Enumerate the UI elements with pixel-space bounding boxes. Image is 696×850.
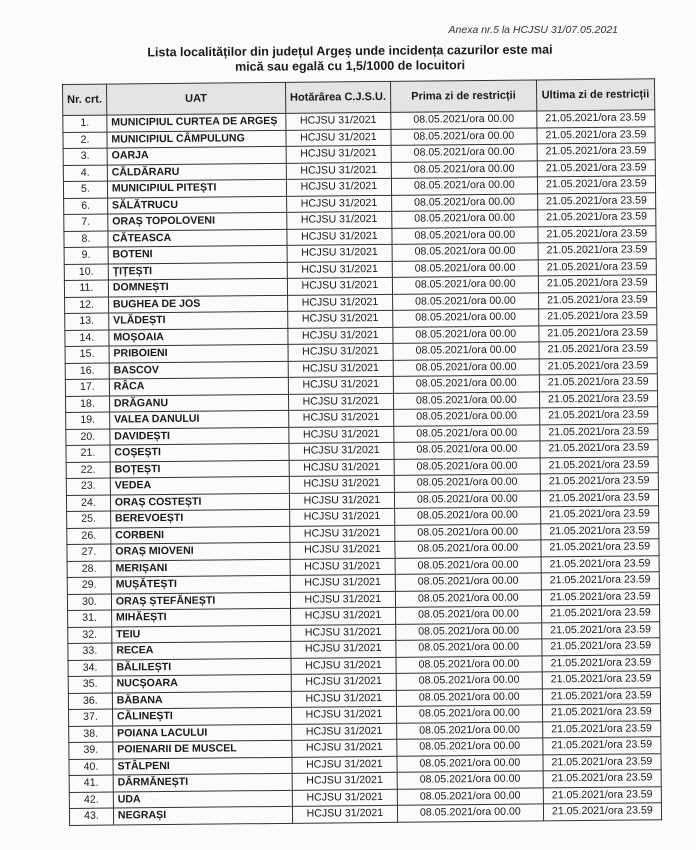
cell-hotararea: HCJSU 31/2021 [290,525,395,543]
cell-uat: VLĂDEȘTI [109,311,288,329]
cell-prima-zi: 08.05.2021/ora 00.00 [393,342,539,360]
cell-nr: 28. [67,561,111,578]
cell-ultima-zi: 21.05.2021/ora 23.59 [540,456,658,474]
cell-prima-zi: 08.05.2021/ora 00.00 [396,655,542,673]
cell-nr: 3. [63,148,107,165]
cell-uat: MUȘĂTEȘTI [111,575,290,593]
cell-nr: 26. [67,528,111,545]
cell-nr: 13. [65,313,109,330]
cell-prima-zi: 08.05.2021/ora 00.00 [392,259,538,277]
cell-prima-zi: 08.05.2021/ora 00.00 [396,639,542,657]
cell-prima-zi: 08.05.2021/ora 00.00 [396,622,542,640]
cell-nr: 21. [66,445,110,462]
cell-ultima-zi: 21.05.2021/ora 23.59 [541,605,659,623]
cell-hotararea: HCJSU 31/2021 [287,228,392,246]
cell-ultima-zi: 21.05.2021/ora 23.59 [541,588,659,606]
cell-hotararea: HCJSU 31/2021 [290,607,395,625]
cell-hotararea: HCJSU 31/2021 [290,541,395,559]
cell-ultima-zi: 21.05.2021/ora 23.59 [537,159,655,177]
cell-nr: 32. [68,627,112,644]
header-uat: UAT [106,82,285,115]
cell-prima-zi: 08.05.2021/ora 00.00 [393,309,539,327]
cell-nr: 1. [63,115,107,132]
cell-nr: 7. [64,214,108,231]
cell-ultima-zi: 21.05.2021/ora 23.59 [539,390,657,408]
cell-nr: 23. [66,478,110,495]
cell-uat: MUNICIPIUL PITEȘTI [107,179,286,197]
cell-nr: 5. [63,181,107,198]
cell-nr: 24. [66,495,110,512]
cell-nr: 38. [69,726,113,743]
cell-hotararea: HCJSU 31/2021 [288,360,393,378]
cell-hotararea: HCJSU 31/2021 [286,112,391,130]
cell-prima-zi: 08.05.2021/ora 00.00 [396,672,542,690]
cell-uat: BEREVOEȘTI [110,509,289,527]
cell-prima-zi: 08.05.2021/ora 00.00 [391,177,537,195]
cell-hotararea: HCJSU 31/2021 [287,244,392,262]
cell-hotararea: HCJSU 31/2021 [292,789,397,807]
cell-uat: POIENARII DE MUSCEL [113,740,292,758]
cell-uat: BĂLILEȘTI [112,658,291,676]
cell-prima-zi: 08.05.2021/ora 00.00 [392,276,538,294]
cell-prima-zi: 08.05.2021/ora 00.00 [392,226,538,244]
cell-uat: DRĂGANU [109,394,288,412]
cell-uat: POIANA LACULUI [113,724,292,742]
table-body [63,110,662,825]
cell-hotararea: HCJSU 31/2021 [289,409,394,427]
cell-hotararea: HCJSU 31/2021 [288,393,393,411]
cell-prima-zi: 08.05.2021/ora 00.00 [391,127,537,145]
title-line-2: mică sau egală cu 1,5/1000 de locuitori [235,58,466,74]
cell-hotararea: HCJSU 31/2021 [287,261,392,279]
cell-prima-zi: 08.05.2021/ora 00.00 [397,804,543,822]
cell-prima-zi: 08.05.2021/ora 00.00 [396,688,542,706]
cell-nr: 19. [66,412,110,429]
cell-prima-zi: 08.05.2021/ora 00.00 [391,111,537,129]
cell-nr: 14. [65,330,109,347]
cell-prima-zi: 08.05.2021/ora 00.00 [394,424,540,442]
cell-hotararea: HCJSU 31/2021 [286,195,391,213]
localities-table [62,78,662,825]
cell-nr: 6. [64,198,108,215]
cell-ultima-zi: 21.05.2021/ora 23.59 [541,539,659,557]
cell-nr: 41. [69,775,113,792]
header-hotararea: Hotărârea C.J.S.U. [285,81,390,113]
cell-hotararea: HCJSU 31/2021 [289,492,394,510]
cell-uat: BOȚEȘTI [110,460,289,478]
cell-uat: MERIȘANI [111,559,290,577]
cell-hotararea: HCJSU 31/2021 [286,129,391,147]
cell-prima-zi: 08.05.2021/ora 00.00 [395,606,541,624]
cell-prima-zi: 08.05.2021/ora 00.00 [392,210,538,228]
cell-prima-zi: 08.05.2021/ora 00.00 [397,738,543,756]
cell-prima-zi: 08.05.2021/ora 00.00 [395,589,541,607]
cell-uat: ORAȘ MIOVENI [111,542,290,560]
cell-nr: 2. [63,132,107,149]
cell-prima-zi: 08.05.2021/ora 00.00 [394,490,540,508]
cell-nr: 8. [64,231,108,248]
cell-prima-zi: 08.05.2021/ora 00.00 [397,754,543,772]
cell-uat: ORAȘ ȘTEFĂNEȘTI [111,592,290,610]
cell-ultima-zi: 21.05.2021/ora 23.59 [542,621,660,639]
localities-table-wrapper [62,78,662,825]
cell-ultima-zi: 21.05.2021/ora 23.59 [543,737,661,755]
cell-hotararea: HCJSU 31/2021 [292,723,397,741]
cell-uat: TEIU [112,625,291,643]
cell-hotararea: HCJSU 31/2021 [289,475,394,493]
cell-hotararea: HCJSU 31/2021 [291,673,396,691]
cell-ultima-zi: 21.05.2021/ora 23.59 [539,407,657,425]
cell-hotararea: HCJSU 31/2021 [291,640,396,658]
cell-prima-zi: 08.05.2021/ora 00.00 [392,243,538,261]
cell-ultima-zi: 21.05.2021/ora 23.59 [539,374,657,392]
cell-nr: 20. [66,429,110,446]
title-line-1: Lista localităților din județul Argeș unde incidența cazurilor este mai [147,42,553,60]
cell-ultima-zi: 21.05.2021/ora 23.59 [540,423,658,441]
cell-ultima-zi: 21.05.2021/ora 23.59 [543,786,661,804]
cell-ultima-zi: 21.05.2021/ora 23.59 [538,275,656,293]
document-title [100,42,600,75]
cell-hotararea: HCJSU 31/2021 [289,442,394,460]
cell-hotararea: HCJSU 31/2021 [291,690,396,708]
cell-ultima-zi: 21.05.2021/ora 23.59 [537,110,655,128]
cell-ultima-zi: 21.05.2021/ora 23.59 [538,258,656,276]
cell-ultima-zi: 21.05.2021/ora 23.59 [540,489,658,507]
cell-ultima-zi: 21.05.2021/ora 23.59 [543,770,661,788]
cell-prima-zi: 08.05.2021/ora 00.00 [392,292,538,310]
cell-hotararea: HCJSU 31/2021 [290,574,395,592]
cell-prima-zi: 08.05.2021/ora 00.00 [395,573,541,591]
cell-ultima-zi: 21.05.2021/ora 23.59 [537,192,655,210]
cell-uat: SĂLĂTRUCU [107,196,286,214]
cell-nr: 43. [69,808,113,825]
cell-ultima-zi: 21.05.2021/ora 23.59 [539,357,657,375]
cell-nr: 40. [69,759,113,776]
annex-reference: Anexa nr.5 la HCJSU 31/07.05.2021 [448,24,618,36]
cell-hotararea: HCJSU 31/2021 [286,145,391,163]
cell-uat: NUCȘOARA [112,674,291,692]
cell-uat: BUGHEA DE JOS [108,295,287,313]
cell-uat: CĂTEASCA [108,229,287,247]
cell-ultima-zi: 21.05.2021/ora 23.59 [538,242,656,260]
cell-hotararea: HCJSU 31/2021 [287,294,392,312]
cell-ultima-zi: 21.05.2021/ora 23.59 [543,753,661,771]
cell-hotararea: HCJSU 31/2021 [287,211,392,229]
cell-uat: ORAȘ COSTEȘTI [110,493,289,511]
cell-uat: BASCOV [109,361,288,379]
cell-uat: BOTENI [108,245,287,263]
cell-hotararea: HCJSU 31/2021 [291,624,396,642]
cell-nr: 10. [64,264,108,281]
cell-uat: CĂLINEȘTI [112,707,291,725]
cell-uat: ORAȘ TOPOLOVENI [108,212,287,230]
cell-hotararea: HCJSU 31/2021 [291,706,396,724]
cell-hotararea: HCJSU 31/2021 [290,591,395,609]
cell-nr: 22. [66,462,110,479]
cell-nr: 9. [64,247,108,264]
cell-prima-zi: 08.05.2021/ora 00.00 [394,441,540,459]
cell-uat: RÂCA [109,377,288,395]
cell-uat: MOȘOAIA [109,328,288,346]
cell-nr: 42. [69,792,113,809]
cell-uat: DOMNEȘTI [108,278,287,296]
cell-hotararea: HCJSU 31/2021 [292,772,397,790]
cell-prima-zi: 08.05.2021/ora 00.00 [391,160,537,178]
header-prima-zi: Prima zi de restricții [390,80,536,112]
cell-nr: 15. [65,346,109,363]
cell-hotararea: HCJSU 31/2021 [288,343,393,361]
cell-prima-zi: 08.05.2021/ora 00.00 [394,507,540,525]
cell-hotararea: HCJSU 31/2021 [288,310,393,328]
cell-ultima-zi: 21.05.2021/ora 23.59 [542,638,660,656]
cell-nr: 39. [69,742,113,759]
cell-ultima-zi: 21.05.2021/ora 23.59 [542,687,660,705]
cell-ultima-zi: 21.05.2021/ora 23.59 [540,473,658,491]
cell-uat: NEGRAȘI [113,806,292,824]
cell-uat: PRIBOIENI [109,344,288,362]
cell-prima-zi: 08.05.2021/ora 00.00 [393,375,539,393]
cell-nr: 4. [63,165,107,182]
cell-prima-zi: 08.05.2021/ora 00.00 [393,391,539,409]
cell-ultima-zi: 21.05.2021/ora 23.59 [538,209,656,227]
cell-nr: 11. [64,280,108,297]
cell-nr: 35. [68,676,112,693]
cell-prima-zi: 08.05.2021/ora 00.00 [394,474,540,492]
cell-ultima-zi: 21.05.2021/ora 23.59 [539,324,657,342]
cell-ultima-zi: 21.05.2021/ora 23.59 [541,555,659,573]
cell-hotararea: HCJSU 31/2021 [292,805,397,823]
cell-hotararea: HCJSU 31/2021 [291,657,396,675]
cell-prima-zi: 08.05.2021/ora 00.00 [397,787,543,805]
cell-ultima-zi: 21.05.2021/ora 23.59 [542,720,660,738]
cell-uat: VALEA DANULUI [110,410,289,428]
cell-hotararea: HCJSU 31/2021 [288,376,393,394]
cell-prima-zi: 08.05.2021/ora 00.00 [393,408,539,426]
cell-ultima-zi: 21.05.2021/ora 23.59 [540,440,658,458]
cell-uat: MUNICIPIUL CURTEA DE ARGEȘ [107,113,286,131]
cell-ultima-zi: 21.05.2021/ora 23.59 [542,654,660,672]
cell-nr: 16. [65,363,109,380]
cell-prima-zi: 08.05.2021/ora 00.00 [395,523,541,541]
cell-hotararea: HCJSU 31/2021 [286,178,391,196]
cell-hotararea: HCJSU 31/2021 [292,756,397,774]
cell-prima-zi: 08.05.2021/ora 00.00 [395,556,541,574]
cell-uat: RECEA [112,641,291,659]
cell-prima-zi: 08.05.2021/ora 00.00 [393,325,539,343]
cell-ultima-zi: 21.05.2021/ora 23.59 [540,506,658,524]
cell-uat: STÂLPENI [113,757,292,775]
cell-ultima-zi: 21.05.2021/ora 23.59 [542,671,660,689]
cell-hotararea: HCJSU 31/2021 [289,426,394,444]
cell-hotararea: HCJSU 31/2021 [290,558,395,576]
cell-nr: 37. [69,709,113,726]
cell-uat: MUNICIPIUL CÂMPULUNG [107,130,286,148]
cell-uat: CĂLDĂRARU [107,163,286,181]
cell-ultima-zi: 21.05.2021/ora 23.59 [539,308,657,326]
cell-nr: 31. [68,610,112,627]
cell-hotararea: HCJSU 31/2021 [287,277,392,295]
cell-uat: MIHĂEȘTI [111,608,290,626]
cell-prima-zi: 08.05.2021/ora 00.00 [391,144,537,162]
cell-prima-zi: 08.05.2021/ora 00.00 [395,540,541,558]
cell-ultima-zi: 21.05.2021/ora 23.59 [537,176,655,194]
cell-nr: 27. [67,544,111,561]
cell-hotararea: HCJSU 31/2021 [292,739,397,757]
cell-nr: 25. [67,511,111,528]
cell-uat: DÂRMĂNEȘTI [113,773,292,791]
cell-prima-zi: 08.05.2021/ora 00.00 [394,457,540,475]
cell-nr: 29. [67,577,111,594]
cell-uat: ȚIȚEȘTI [108,262,287,280]
cell-uat: BĂBANA [112,691,291,709]
cell-hotararea: HCJSU 31/2021 [288,327,393,345]
cell-uat: VEDEA [110,476,289,494]
cell-ultima-zi: 21.05.2021/ora 23.59 [541,572,659,590]
cell-ultima-zi: 21.05.2021/ora 23.59 [542,704,660,722]
cell-ultima-zi: 21.05.2021/ora 23.59 [537,143,655,161]
cell-uat: UDA [113,790,292,808]
cell-nr: 17. [65,379,109,396]
header-nr: Nr. crt. [63,84,107,115]
cell-hotararea: HCJSU 31/2021 [289,459,394,477]
cell-hotararea: HCJSU 31/2021 [286,162,391,180]
cell-prima-zi: 08.05.2021/ora 00.00 [391,193,537,211]
cell-uat: COȘEȘTI [110,443,289,461]
cell-ultima-zi: 21.05.2021/ora 23.59 [538,225,656,243]
cell-nr: 36. [68,693,112,710]
cell-nr: 12. [65,297,109,314]
cell-uat: DAVIDEȘTI [110,427,289,445]
cell-ultima-zi: 21.05.2021/ora 23.59 [537,126,655,144]
cell-ultima-zi: 21.05.2021/ora 23.59 [541,522,659,540]
cell-prima-zi: 08.05.2021/ora 00.00 [396,721,542,739]
cell-ultima-zi: 21.05.2021/ora 23.59 [538,291,656,309]
cell-prima-zi: 08.05.2021/ora 00.00 [396,705,542,723]
header-ultima-zi: Ultima zi de restricții [536,79,654,111]
cell-prima-zi: 08.05.2021/ora 00.00 [397,771,543,789]
cell-nr: 33. [68,643,112,660]
cell-uat: CORBENI [111,526,290,544]
cell-ultima-zi: 21.05.2021/ora 23.59 [543,803,661,821]
cell-hotararea: HCJSU 31/2021 [289,508,394,526]
cell-prima-zi: 08.05.2021/ora 00.00 [393,358,539,376]
cell-nr: 30. [67,594,111,611]
cell-nr: 34. [68,660,112,677]
cell-ultima-zi: 21.05.2021/ora 23.59 [539,341,657,359]
cell-uat: OARJA [107,146,286,164]
cell-nr: 18. [65,396,109,413]
